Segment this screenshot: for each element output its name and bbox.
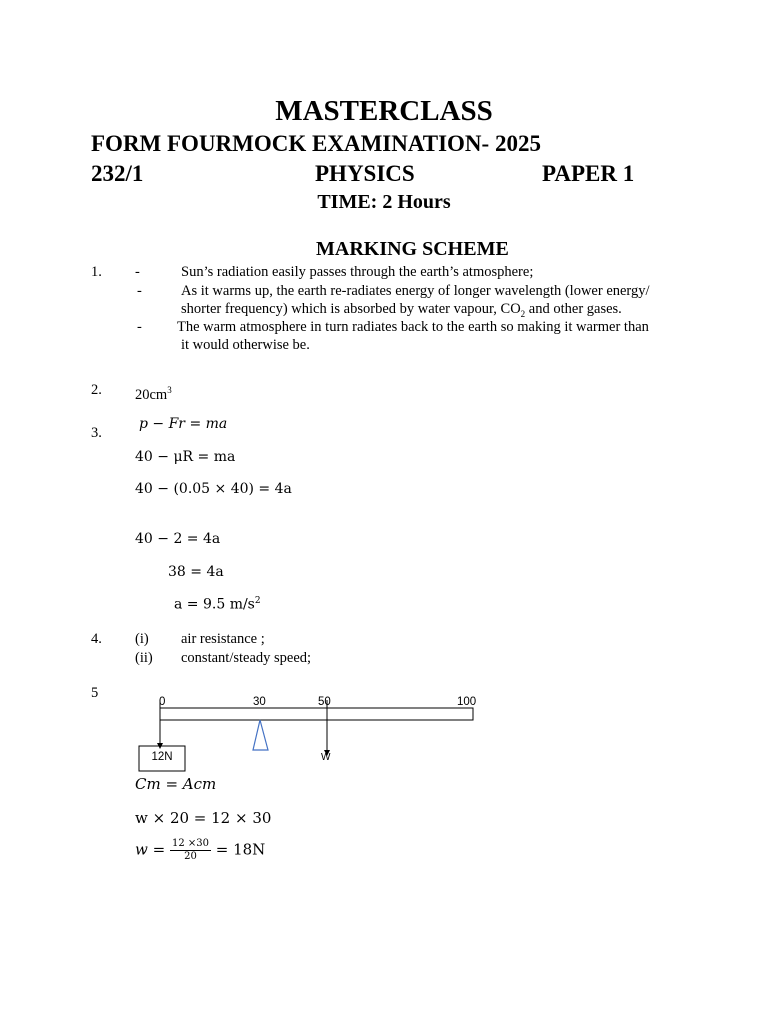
q5-equation-3: w = $\frac{12 \times 30}{20}$ = 18N bbox=[135, 838, 266, 862]
mark-0: 0 bbox=[159, 696, 166, 708]
load-label: 12N bbox=[151, 751, 173, 763]
weight-label: W bbox=[321, 752, 331, 763]
q3-equation-6: a = 9.5 $m/s^2$ bbox=[174, 596, 261, 613]
exam-time: TIME: 2 Hours bbox=[317, 191, 451, 213]
bullet-dash: - bbox=[135, 264, 140, 280]
q4-answer-ii: constant/steady speed; bbox=[181, 650, 312, 666]
q1-point-2-line-2: shorter frequency) which is absorbed by water vapour, $CO_2$ and other gases. bbox=[181, 301, 622, 319]
q1-point-3-line-1: The warm atmosphere in turn radiates back to the earth so making it warmer than bbox=[177, 319, 649, 335]
bullet-dash: - bbox=[137, 283, 142, 299]
paper-code: 232/1 bbox=[91, 161, 144, 186]
q4-label-ii: (ii) bbox=[135, 650, 153, 666]
mark-30: 30 bbox=[253, 696, 266, 708]
marking-scheme-heading: MARKING SCHEME bbox=[316, 238, 509, 260]
question-number: 5 bbox=[91, 685, 99, 701]
q5-equation-1: Cm = Acm bbox=[135, 775, 217, 793]
mark-100: 100 bbox=[457, 696, 477, 708]
q1-point-3-line-2: it would otherwise be. bbox=[181, 337, 310, 353]
question-number: 2. bbox=[91, 382, 102, 398]
question-number: 4. bbox=[91, 631, 102, 647]
question-number: 3. bbox=[91, 425, 102, 441]
q4-label-i: (i) bbox=[135, 631, 149, 647]
question-number: 1. bbox=[91, 264, 102, 280]
q3-equation-4: 40 − 2 = 4a bbox=[135, 531, 221, 547]
q5-equation-2: w × 20 = 12 × 30 bbox=[135, 809, 272, 827]
mark-50: 50 bbox=[318, 696, 331, 708]
school-title: MASTERCLASS bbox=[275, 95, 493, 127]
q3-equation-2: 40 − μR = ma bbox=[135, 449, 236, 465]
exam-title: FORM FOURMOCK EXAMINATION- 2025 bbox=[91, 131, 541, 156]
q2-answer: $20cm^3$ bbox=[135, 385, 172, 403]
q1-point-2-line-1: As it warms up, the earth re-radiates energy of longer wavelength (lower energy/ bbox=[181, 283, 650, 299]
q3-equation-1: p − Fr = ma bbox=[139, 416, 228, 432]
subject-name: PHYSICS bbox=[315, 161, 415, 186]
q3-equation-5: 38 = 4a bbox=[168, 564, 224, 580]
bullet-dash: - bbox=[137, 319, 142, 335]
pivot-triangle bbox=[253, 720, 268, 750]
paper-number: PAPER 1 bbox=[542, 161, 635, 186]
q3-equation-3: 40 − (0.05 × 40) = 4a bbox=[135, 481, 292, 497]
q4-answer-i: air resistance ; bbox=[181, 631, 265, 647]
q1-point-1: Sun’s radiation easily passes through the earth’s atmosphere; bbox=[181, 264, 534, 280]
meter-rule bbox=[160, 708, 473, 720]
